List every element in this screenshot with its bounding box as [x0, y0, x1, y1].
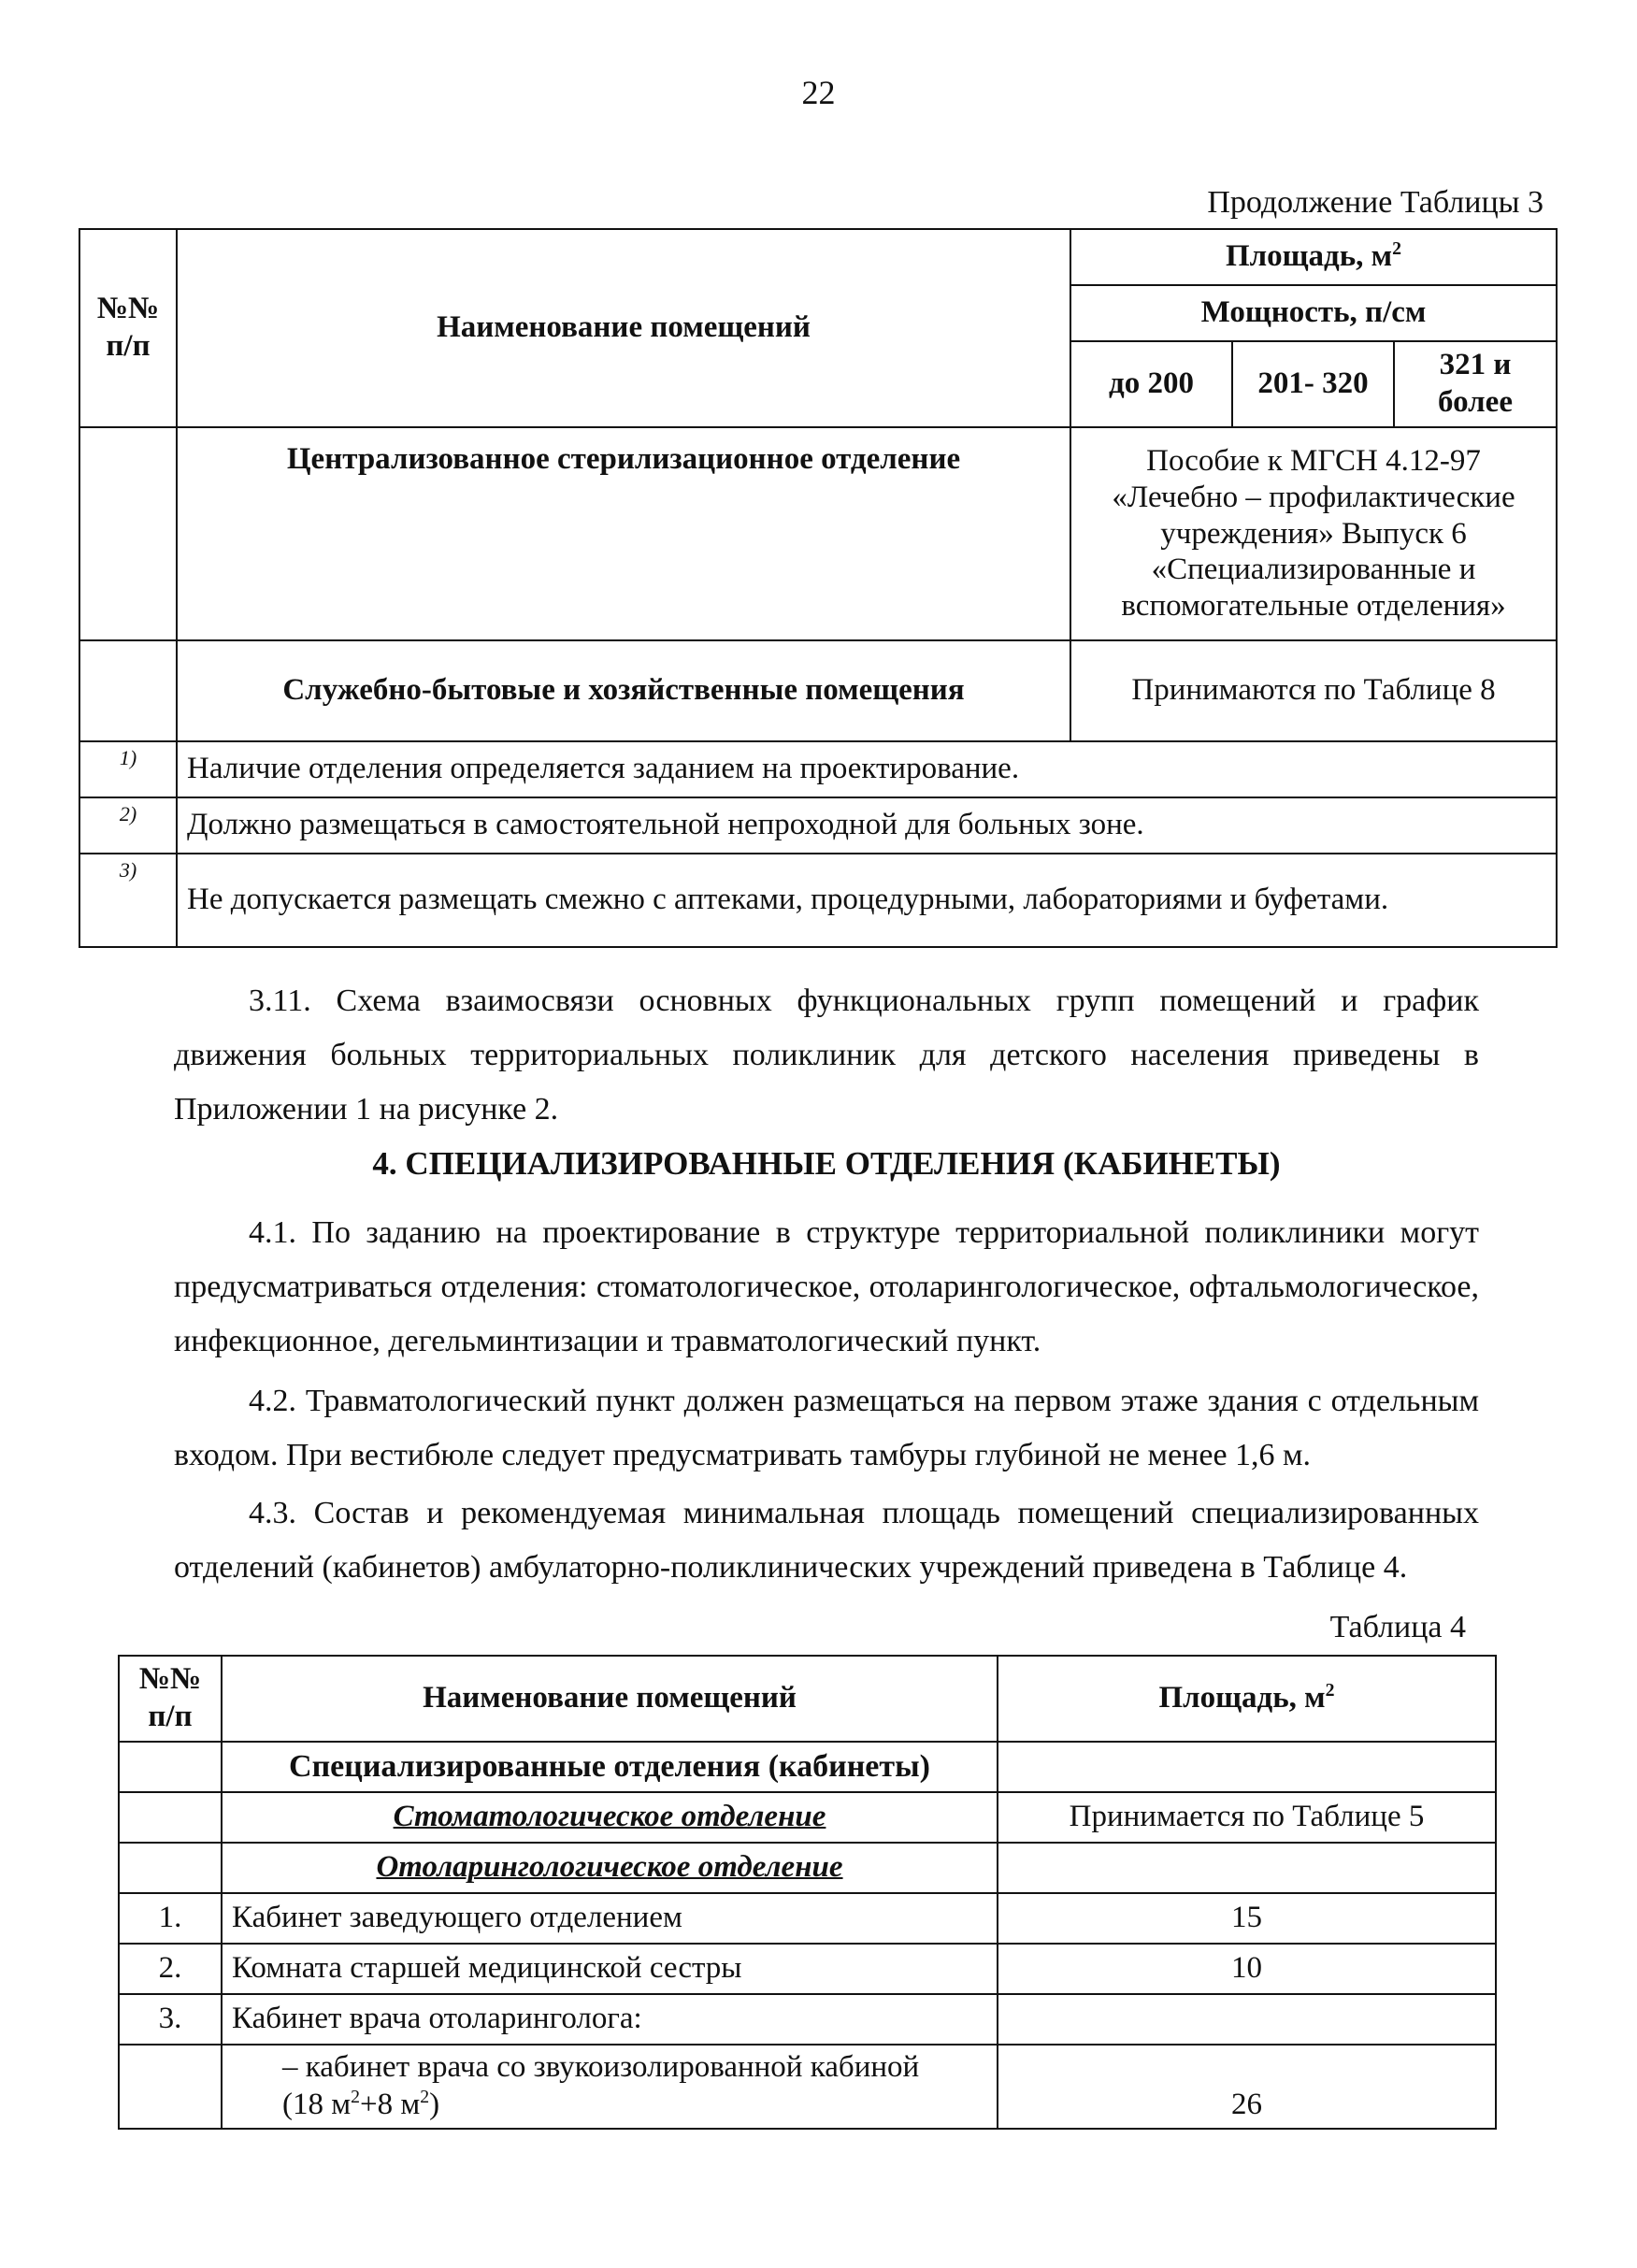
row-name: Комната старшей медицинской сестры	[222, 1944, 998, 1994]
table-row	[119, 1742, 1496, 1792]
table4-header-name: Наименование помещений	[222, 1656, 998, 1742]
paragraph-4-2: 4.2. Травматологический пункт должен размещаться на первом этаже здания с отдельным входом. При вестибюле следует предусматривать тамбуры глубиной не менее 1,6 м.	[174, 1384, 1479, 1472]
row-name: – кабинет врача со звукоизолированной кабиной (18 $м^2+8$ $м^2$)	[222, 2045, 998, 2129]
table-row	[119, 1944, 1496, 1994]
table4-header-area: Площадь, $м^2$	[998, 1656, 1496, 1742]
row-value: 26	[998, 2045, 1496, 2129]
table3-caption: Продолжение Таблицы 3	[1207, 185, 1544, 220]
note-text: Должно размещаться в самостоятельной непроходной для больных зоне.	[177, 797, 1557, 854]
row-name: Кабинет заведующего отделением	[222, 1893, 998, 1944]
table4-caption: Таблица 4	[1329, 1610, 1466, 1644]
table3-header-name: Наименование помещений	[177, 229, 1070, 427]
note-mark: 2)	[79, 797, 177, 854]
table4-group-title: Специализированные отделения (кабинеты)	[222, 1742, 998, 1792]
table3-row2-value: Принимаются по Таблице 8	[1070, 640, 1557, 741]
table-row	[79, 427, 1557, 640]
table4-header-num: №№ п/п	[119, 1656, 222, 1742]
paragraph-4-3: 4.3. Состав и рекомендуемая минимальная площадь помещений специализированных отделений (кабинетов) амбулаторно-поликлинических учреждений приведена в Таблице 4.	[174, 1496, 1479, 1585]
table3-row1-value: Пособие к МГСН 4.12-97 «Лечебно – профилактические учреждения» Выпуск 6 «Специализированные и вспомогательные отделения»	[1070, 427, 1557, 640]
note-text: Не допускается размещать смежно с аптеками, процедурными, лабораториями и буфетами.	[177, 854, 1557, 947]
table-row	[119, 1792, 1496, 1843]
table3-header-col3: 321 и более	[1394, 341, 1557, 427]
table4-dept-dental: Стоматологическое отделение	[222, 1792, 998, 1843]
row-number: 3.	[119, 1994, 222, 2045]
table-row	[79, 854, 1557, 947]
table3-header-num: №№ п/п	[79, 229, 177, 427]
table-row	[79, 741, 1557, 797]
row-name: Кабинет врача отоларинголога:	[222, 1994, 998, 2045]
table4	[118, 1655, 1497, 2130]
table-row	[79, 797, 1557, 854]
row-value: 10	[998, 1944, 1496, 1994]
table3-header-col1: до 200	[1070, 341, 1232, 427]
table3-row2-name: Служебно-бытовые и хозяйственные помещения	[177, 640, 1070, 741]
note-mark: 3)	[79, 854, 177, 947]
section-heading: 4. СПЕЦИАЛИЗИРОВАННЫЕ ОТДЕЛЕНИЯ (КАБИНЕТЫ)	[372, 1145, 1281, 1182]
paragraph-3-11: 3.11. Схема взаимосвязи основных функциональных групп помещений и график движения больных территориальных поликлиник для детского населения приведены в Приложении 1 на рисунке 2.	[174, 983, 1479, 1127]
table-row	[79, 640, 1557, 741]
table-row	[119, 1893, 1496, 1944]
note-mark: 1)	[79, 741, 177, 797]
table3-header-col2: 201- 320	[1232, 341, 1394, 427]
paragraph-4-1: 4.1. По заданию на проектирование в структуре территориальной поликлиники могут предусматриваться отделения: стоматологическое, отоларингологическое, офтальмологическое, инфекционное, дегельминтизации и травматологический пункт.	[174, 1215, 1479, 1358]
page-number: 22	[801, 74, 836, 111]
table3-header-capacity: Мощность, п/см	[1070, 285, 1557, 341]
table3	[79, 228, 1558, 948]
note-text: Наличие отделения определяется заданием на проектирование.	[177, 741, 1557, 797]
table4-dept-ent: Отоларингологическое отделение	[222, 1843, 998, 1893]
table-row	[119, 1994, 1496, 2045]
row-number: 2.	[119, 1944, 222, 1994]
table3-header-area: Площадь, $м^2$	[1070, 229, 1557, 285]
table-row	[119, 1843, 1496, 1893]
table-row	[119, 2045, 1496, 2129]
row-number: 1.	[119, 1893, 222, 1944]
row-value: 15	[998, 1893, 1496, 1944]
table3-row1-name: Централизованное стерилизационное отделение	[177, 427, 1070, 640]
table4-dept-dental-value: Принимается по Таблице 5	[998, 1792, 1496, 1843]
row-value	[998, 1994, 1496, 2045]
